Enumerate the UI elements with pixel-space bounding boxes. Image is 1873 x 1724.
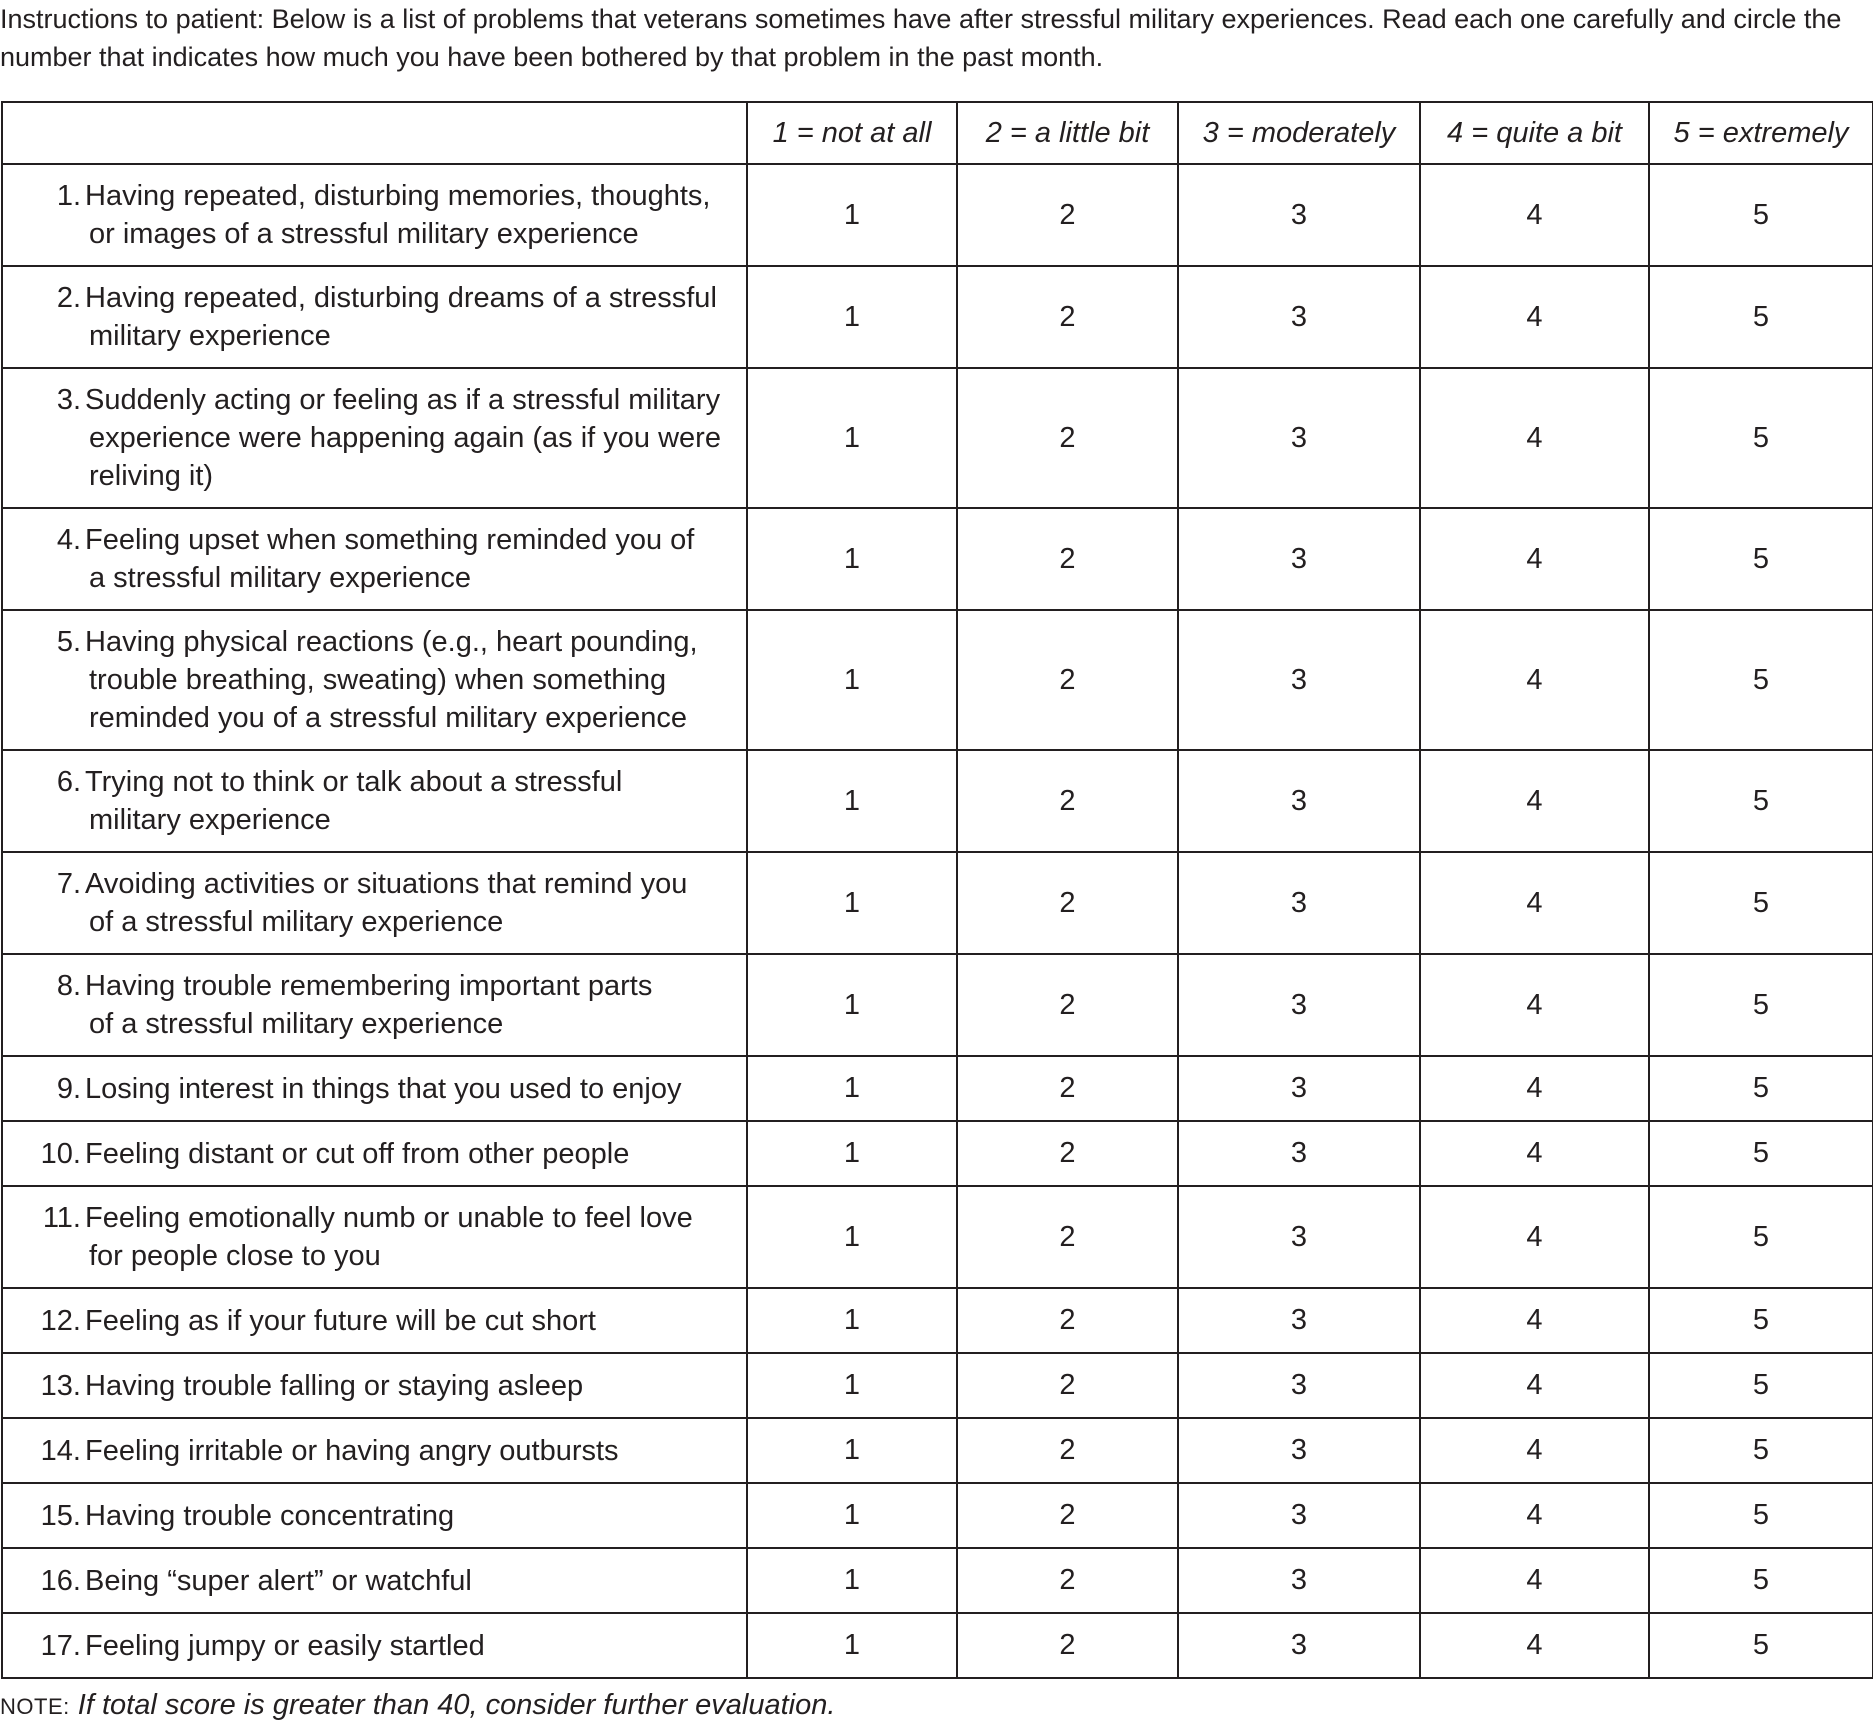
- score-option-2[interactable]: 2: [957, 1353, 1178, 1418]
- score-option-5[interactable]: 5: [1649, 1121, 1873, 1186]
- score-option-3[interactable]: 3: [1178, 266, 1420, 368]
- score-option-5[interactable]: 5: [1649, 1288, 1873, 1353]
- item-cell: [2, 266, 747, 368]
- item-text-line: or images of a stressful military experience: [89, 218, 639, 250]
- table-row: [2, 508, 1873, 610]
- score-option-3[interactable]: 3: [1178, 1353, 1420, 1418]
- score-option-5[interactable]: 5: [1649, 1418, 1873, 1483]
- column-header: 1 = not at all: [747, 102, 957, 164]
- item-cell: [2, 1483, 747, 1548]
- note-text: If total score is greater than 40, consider further evaluation.: [77, 1689, 836, 1721]
- item-number: 7.: [56, 868, 81, 900]
- score-option-3[interactable]: 3: [1178, 610, 1420, 750]
- score-option-4[interactable]: 4: [1420, 1418, 1649, 1483]
- item-number: 15.: [40, 1499, 81, 1532]
- score-option-5[interactable]: 5: [1649, 1548, 1873, 1613]
- score-option-3[interactable]: 3: [1178, 1056, 1420, 1121]
- item-text: [83, 967, 746, 1043]
- score-option-2[interactable]: 2: [957, 164, 1178, 266]
- score-option-1[interactable]: 1: [747, 508, 957, 610]
- score-option-1[interactable]: 1: [747, 1483, 957, 1548]
- score-option-2[interactable]: 2: [957, 750, 1178, 852]
- item-cell: [2, 1353, 747, 1418]
- table-row: [2, 1353, 1873, 1418]
- score-option-4[interactable]: 4: [1420, 1056, 1649, 1121]
- item-text-line: Having trouble remembering important parts: [85, 970, 653, 1002]
- item-text-line: trouble breathing, sweating) when something: [89, 664, 667, 696]
- item-cell: [2, 1056, 747, 1121]
- item-text: [83, 763, 746, 839]
- score-option-4[interactable]: 4: [1420, 1121, 1649, 1186]
- score-option-5[interactable]: 5: [1649, 164, 1873, 266]
- note-label: NOTE:: [0, 1694, 70, 1719]
- item-text-line: reliving it): [89, 460, 214, 492]
- score-option-3[interactable]: 3: [1178, 508, 1420, 610]
- score-option-3[interactable]: 3: [1178, 852, 1420, 954]
- item-number: 11.: [42, 1202, 81, 1234]
- item-cell: [2, 368, 747, 508]
- score-option-5[interactable]: 5: [1649, 368, 1873, 508]
- score-option-1[interactable]: 1: [747, 852, 957, 954]
- item-number: 4.: [56, 524, 81, 556]
- item-number: 8.: [56, 970, 81, 1002]
- item-text: [83, 1302, 746, 1340]
- table-row: [2, 1418, 1873, 1483]
- table-row: [2, 1121, 1873, 1186]
- column-header: 5 = extremely: [1649, 102, 1873, 164]
- item-text-line: Feeling irritable or having angry outbursts: [85, 1434, 619, 1467]
- score-option-3[interactable]: 3: [1178, 750, 1420, 852]
- item-number: 12.: [40, 1304, 81, 1337]
- item-text-line: Having trouble falling or staying asleep: [85, 1369, 584, 1402]
- score-option-1[interactable]: 1: [747, 1418, 957, 1483]
- score-option-1[interactable]: 1: [747, 1121, 957, 1186]
- item-text: [83, 381, 746, 495]
- score-option-4[interactable]: 4: [1420, 1548, 1649, 1613]
- table-row: [2, 1288, 1873, 1353]
- item-cell: [2, 954, 747, 1056]
- score-option-2[interactable]: 2: [957, 954, 1178, 1056]
- table-row: [2, 1056, 1873, 1121]
- score-option-4[interactable]: 4: [1420, 750, 1649, 852]
- score-option-3[interactable]: 3: [1178, 1186, 1420, 1288]
- score-option-4[interactable]: 4: [1420, 1353, 1649, 1418]
- item-cell: [2, 1548, 747, 1613]
- header-row: [2, 102, 1873, 164]
- item-text: [83, 177, 746, 253]
- item-cell: [2, 1418, 747, 1483]
- header-blank-cell: [2, 102, 747, 164]
- footer-note: [0, 1688, 835, 1724]
- score-option-1[interactable]: 1: [747, 266, 957, 368]
- score-option-4[interactable]: 4: [1420, 266, 1649, 368]
- item-text: [83, 1432, 746, 1470]
- item-number: 10.: [40, 1137, 81, 1170]
- item-number: 9.: [56, 1072, 81, 1105]
- column-header: 3 = moderately: [1178, 102, 1420, 164]
- score-option-5[interactable]: 5: [1649, 954, 1873, 1056]
- item-number: 17.: [40, 1629, 81, 1662]
- score-option-2[interactable]: 2: [957, 508, 1178, 610]
- score-option-1[interactable]: 1: [747, 1613, 957, 1678]
- score-option-2[interactable]: 2: [957, 1186, 1178, 1288]
- item-text: [83, 1497, 746, 1535]
- score-option-2[interactable]: 2: [957, 1121, 1178, 1186]
- item-cell: [2, 1288, 747, 1353]
- item-text-line: Having repeated, disturbing dreams of a stressful: [85, 282, 717, 314]
- score-option-2[interactable]: 2: [957, 368, 1178, 508]
- score-option-5[interactable]: 5: [1649, 1186, 1873, 1288]
- score-option-5[interactable]: 5: [1649, 508, 1873, 610]
- item-text-line: military experience: [89, 804, 331, 836]
- score-option-1[interactable]: 1: [747, 368, 957, 508]
- score-option-3[interactable]: 3: [1178, 1483, 1420, 1548]
- item-cell: [2, 852, 747, 954]
- score-option-4[interactable]: 4: [1420, 1288, 1649, 1353]
- table-row: [2, 1483, 1873, 1548]
- score-option-5[interactable]: 5: [1649, 1353, 1873, 1418]
- instructions-text: Instructions to patient: Below is a list of problems that veterans sometimes have after stressful military experiences. Read each one carefully and circle the number that indicates how much you have been bothered by that problem in the past month.: [0, 4, 1842, 72]
- column-header: 4 = quite a bit: [1420, 102, 1649, 164]
- item-text-line: Feeling as if your future will be cut short: [85, 1304, 596, 1337]
- item-text-line: of a stressful military experience: [89, 1008, 504, 1040]
- score-option-4[interactable]: 4: [1420, 508, 1649, 610]
- item-text-line: Feeling upset when something reminded you of: [85, 524, 695, 556]
- item-text-line: experience were happening again (as if you were: [89, 422, 721, 454]
- score-option-5[interactable]: 5: [1649, 266, 1873, 368]
- item-text-line: for people close to you: [89, 1240, 381, 1272]
- table-row: [2, 1186, 1873, 1288]
- score-option-3[interactable]: 3: [1178, 954, 1420, 1056]
- score-option-4[interactable]: 4: [1420, 1613, 1649, 1678]
- table-row: [2, 266, 1873, 368]
- score-option-1[interactable]: 1: [747, 1288, 957, 1353]
- item-cell: [2, 1613, 747, 1678]
- item-number: 14.: [40, 1434, 81, 1467]
- score-option-3[interactable]: 3: [1178, 368, 1420, 508]
- item-text-line: Feeling emotionally numb or unable to feel love: [85, 1202, 693, 1234]
- item-text-line: of a stressful military experience: [89, 906, 504, 938]
- score-option-2[interactable]: 2: [957, 266, 1178, 368]
- table-row: [2, 368, 1873, 508]
- item-text-line: Losing interest in things that you used to enjoy: [85, 1072, 682, 1105]
- item-number: 1.: [56, 180, 81, 212]
- table-row: [2, 1613, 1873, 1678]
- score-option-1[interactable]: 1: [747, 610, 957, 750]
- score-option-5[interactable]: 5: [1649, 1483, 1873, 1548]
- score-option-4[interactable]: 4: [1420, 1483, 1649, 1548]
- score-option-4[interactable]: 4: [1420, 610, 1649, 750]
- item-text-line: Having trouble concentrating: [85, 1499, 455, 1532]
- score-option-2[interactable]: 2: [957, 1613, 1178, 1678]
- item-text: [83, 1627, 746, 1665]
- table-row: [2, 164, 1873, 266]
- table-row: [2, 1548, 1873, 1613]
- score-option-5[interactable]: 5: [1649, 750, 1873, 852]
- item-number: 5.: [56, 626, 81, 658]
- score-option-1[interactable]: 1: [747, 164, 957, 266]
- score-option-2[interactable]: 2: [957, 1418, 1178, 1483]
- score-option-4[interactable]: 4: [1420, 954, 1649, 1056]
- column-header: 2 = a little bit: [957, 102, 1178, 164]
- score-option-4[interactable]: 4: [1420, 164, 1649, 266]
- item-text: [83, 623, 746, 737]
- item-text: [83, 1070, 746, 1108]
- score-option-2[interactable]: 2: [957, 852, 1178, 954]
- item-text: [83, 279, 746, 355]
- item-text-line: Being “super alert” or watchful: [85, 1564, 472, 1597]
- score-option-2[interactable]: 2: [957, 1288, 1178, 1353]
- item-text: [83, 1367, 746, 1405]
- item-text-line: Having repeated, disturbing memories, thoughts,: [85, 180, 711, 212]
- score-option-1[interactable]: 1: [747, 1353, 957, 1418]
- item-text-line: reminded you of a stressful military experience: [89, 702, 687, 734]
- item-text-line: Having physical reactions (e.g., heart pounding,: [85, 626, 698, 658]
- item-number: 6.: [56, 766, 81, 798]
- item-text-line: Feeling distant or cut off from other people: [85, 1137, 630, 1170]
- item-text-line: Suddenly acting or feeling as if a stressful military: [85, 384, 721, 416]
- score-option-5[interactable]: 5: [1649, 610, 1873, 750]
- score-option-4[interactable]: 4: [1420, 368, 1649, 508]
- score-option-2[interactable]: 2: [957, 1056, 1178, 1121]
- score-option-2[interactable]: 2: [957, 610, 1178, 750]
- score-option-3[interactable]: 3: [1178, 164, 1420, 266]
- score-option-4[interactable]: 4: [1420, 1186, 1649, 1288]
- score-option-2[interactable]: 2: [957, 1483, 1178, 1548]
- item-text-line: Avoiding activities or situations that remind you: [85, 868, 688, 900]
- table-row: [2, 852, 1873, 954]
- item-text-line: military experience: [89, 320, 331, 352]
- item-text: [83, 1199, 746, 1275]
- item-text: [83, 521, 746, 597]
- item-number: 16.: [40, 1564, 81, 1597]
- item-text-line: Feeling jumpy or easily startled: [85, 1629, 485, 1662]
- item-cell: [2, 750, 747, 852]
- table-row: [2, 750, 1873, 852]
- score-option-3[interactable]: 3: [1178, 1548, 1420, 1613]
- item-cell: [2, 1186, 747, 1288]
- score-option-1[interactable]: 1: [747, 954, 957, 1056]
- item-text: [83, 1562, 746, 1600]
- item-cell: [2, 1121, 747, 1186]
- score-option-5[interactable]: 5: [1649, 1613, 1873, 1678]
- score-option-3[interactable]: 3: [1178, 1418, 1420, 1483]
- score-option-5[interactable]: 5: [1649, 1056, 1873, 1121]
- symptom-checklist-table: [1, 101, 1873, 1679]
- item-number: 3.: [56, 384, 81, 416]
- item-cell: [2, 164, 747, 266]
- score-option-1[interactable]: 1: [747, 1186, 957, 1288]
- score-option-3[interactable]: 3: [1178, 1121, 1420, 1186]
- item-cell: [2, 610, 747, 750]
- table-row: [2, 610, 1873, 750]
- item-text: [83, 1135, 746, 1173]
- score-option-2[interactable]: 2: [957, 1548, 1178, 1613]
- table-row: [2, 954, 1873, 1056]
- score-option-1[interactable]: 1: [747, 750, 957, 852]
- item-text-line: a stressful military experience: [89, 562, 471, 594]
- score-option-1[interactable]: 1: [747, 1548, 957, 1613]
- score-option-3[interactable]: 3: [1178, 1613, 1420, 1678]
- score-option-1[interactable]: 1: [747, 1056, 957, 1121]
- item-number: 2.: [56, 282, 81, 314]
- score-option-4[interactable]: 4: [1420, 852, 1649, 954]
- item-number: 13.: [40, 1369, 81, 1402]
- score-option-5[interactable]: 5: [1649, 852, 1873, 954]
- item-text-line: Trying not to think or talk about a stressful: [85, 766, 623, 798]
- score-option-3[interactable]: 3: [1178, 1288, 1420, 1353]
- item-text: [83, 865, 746, 941]
- item-cell: [2, 508, 747, 610]
